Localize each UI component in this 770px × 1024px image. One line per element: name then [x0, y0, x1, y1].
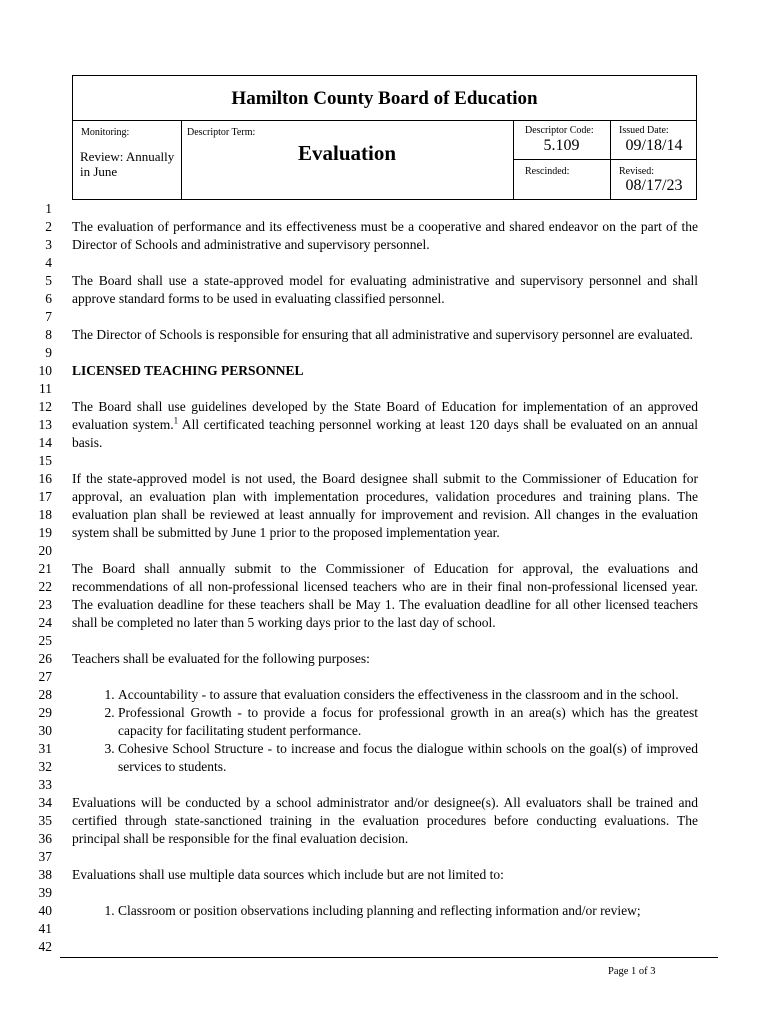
line-number: 2 [45, 219, 52, 234]
purposes-list [72, 686, 698, 776]
line-number: 8 [45, 327, 52, 342]
section-heading: LICENSED TEACHING PERSONNEL [72, 363, 304, 378]
descriptor-code-label: Descriptor Code: [525, 125, 594, 136]
paragraph: Teachers shall be evaluated for the following purposes: [72, 651, 370, 666]
line-number: 13 [38, 417, 52, 432]
rescinded-label: Rescinded: [525, 166, 570, 177]
line-number: 42 [38, 939, 52, 954]
paragraph [72, 398, 698, 452]
line-number: 12 [38, 399, 52, 414]
paragraph-text: All certificated teaching personnel working at least 120 days shall be evaluated on an annual basis. [72, 417, 698, 450]
paragraph: The Director of Schools is responsible for ensuring that all administrative and supervisory personnel are evaluated. [72, 327, 693, 342]
revised-label: Revised: [619, 166, 654, 177]
line-number: 5 [45, 273, 52, 288]
header-divider [513, 159, 696, 160]
monitoring-label: Monitoring: [81, 127, 130, 138]
list-item: 2. Professional Growth - to provide a focus for professional growth in an area(s) which has the greatest capacity for facilitating student performance. [118, 704, 698, 740]
line-number: 7 [45, 309, 52, 324]
line-number: 21 [38, 561, 52, 576]
descriptor-term-label: Descriptor Term: [187, 127, 256, 138]
sources-list [72, 902, 698, 920]
line-number: 15 [38, 453, 52, 468]
descriptor-code: 5.109 [543, 137, 580, 154]
policy-body [72, 218, 698, 938]
issued-date-label: Issued Date: [619, 125, 669, 136]
footnote-marker: 1 [173, 415, 179, 426]
line-number: 34 [38, 795, 52, 810]
line-number: 41 [38, 921, 52, 936]
line-number: 1 [45, 201, 52, 216]
monitoring-value: Review: Annually in June [80, 149, 175, 179]
descriptor-term: Evaluation [297, 141, 397, 165]
policy-header-box [72, 75, 697, 200]
line-number: 35 [38, 813, 52, 828]
line-number: 24 [38, 615, 52, 630]
paragraph: The evaluation of performance and its effectiveness must be a cooperative and shared endeavor on the part of the Director of Schools and administrative and supervisory personnel. [72, 219, 698, 252]
line-number: 20 [38, 543, 52, 558]
list-item: 1. Accountability - to assure that evaluation considers the effectiveness in the classroom and in the school. [118, 686, 698, 704]
line-number: 29 [38, 705, 52, 720]
line-number: 4 [45, 255, 52, 270]
list-item: 3. Cohesive School Structure - to increase and focus the dialogue within schools on the goal(s) of improved services to students. [118, 740, 698, 776]
line-number: 18 [38, 507, 52, 522]
line-number: 10 [38, 363, 52, 378]
line-number: 17 [38, 489, 52, 504]
page-number: Page 1 of 3 [608, 966, 656, 977]
line-number: 31 [38, 741, 52, 756]
line-number: 11 [39, 381, 52, 396]
paragraph: If the state-approved model is not used, the Board designee shall submit to the Commissioner of Education for approval, an evaluation plan with implementation procedures, validation procedures and training plans. The evaluation plan shall be reviewed at least annually for improvement and revision. All changes in the evaluation system shall be submitted by June 1 prior to the proposed implementation year. [72, 471, 698, 540]
footer-rule [60, 957, 718, 958]
line-number: 25 [38, 633, 52, 648]
line-number: 3 [45, 237, 52, 252]
line-number: 16 [38, 471, 52, 486]
line-numbers [24, 200, 52, 956]
line-number: 40 [38, 903, 52, 918]
line-number: 22 [38, 579, 52, 594]
paragraph: The Board shall use a state-approved model for evaluating administrative and supervisory personnel and shall approve standard forms to be used in evaluating classified personnel. [72, 273, 698, 306]
line-number: 30 [38, 723, 52, 738]
line-number: 27 [38, 669, 52, 684]
line-number: 14 [38, 435, 52, 450]
paragraph: The Board shall annually submit to the Commissioner of Education for approval, the evaluations and recommendations of all non-professional licensed teachers who are in their final non-professional licensed year. The evaluation deadline for these teachers shall be May 1. The evaluation deadline for all other licensed teachers shall be completed no later than 5 working days prior to the last day of school. [72, 561, 698, 630]
board-title: Hamilton County Board of Education [73, 76, 696, 121]
line-number: 19 [38, 525, 52, 540]
line-number: 6 [45, 291, 52, 306]
line-number: 37 [38, 849, 52, 864]
list-item: 1. Classroom or position observations including planning and reflecting information and/or review; [118, 902, 698, 920]
line-number: 26 [38, 651, 52, 666]
paragraph-text: The Board shall use guidelines developed by the State Board of Education for implementation of an approved evaluation system. [72, 399, 698, 432]
line-number: 38 [38, 867, 52, 882]
issued-date: 09/18/14 [625, 137, 683, 154]
line-number: 32 [38, 759, 52, 774]
line-number: 23 [38, 597, 52, 612]
line-number: 28 [38, 687, 52, 702]
line-number: 39 [38, 885, 52, 900]
line-number: 33 [38, 777, 52, 792]
revised-date: 08/17/23 [625, 177, 683, 194]
paragraph: Evaluations shall use multiple data sources which include but are not limited to: [72, 867, 504, 882]
line-number: 36 [38, 831, 52, 846]
paragraph: Evaluations will be conducted by a school administrator and/or designee(s). All evaluators shall be trained and certified through state-sanctioned training in the evaluation procedures before conducting evaluations. The principal shall be responsible for the final evaluation decision. [72, 795, 698, 846]
line-number: 9 [45, 345, 52, 360]
